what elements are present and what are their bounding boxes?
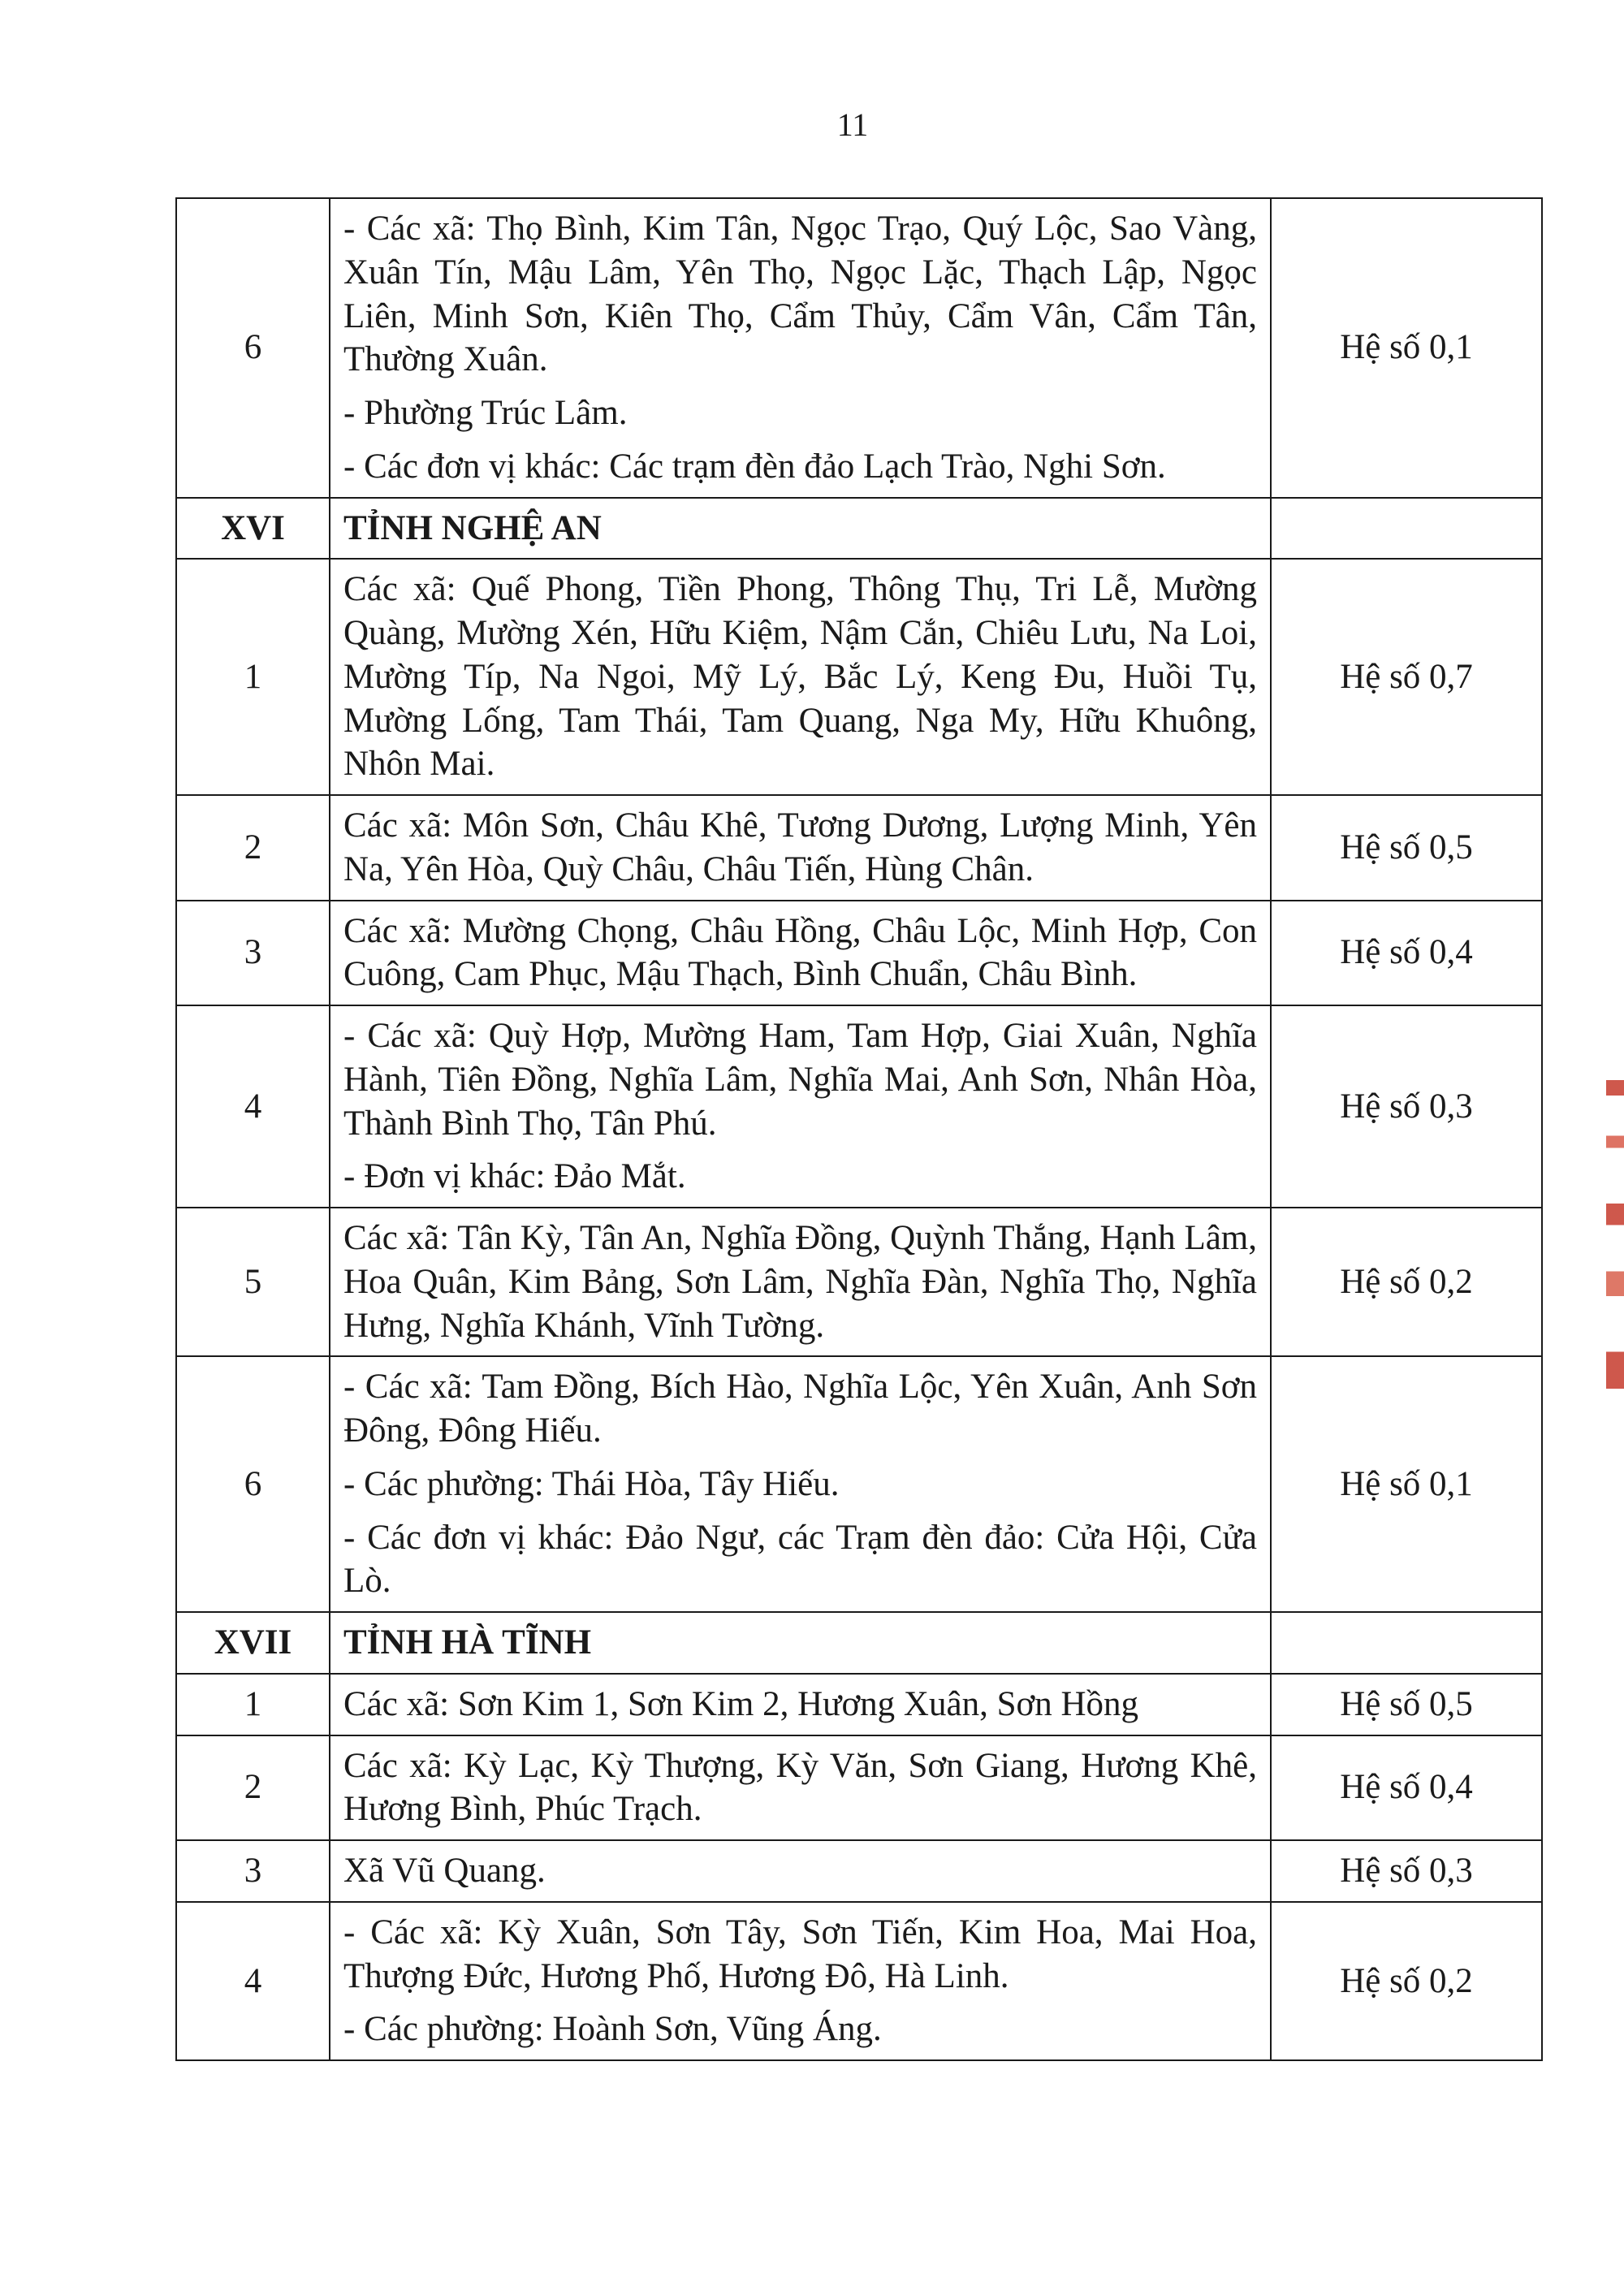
content-line: - Các xã: Thọ Bình, Kim Tân, Ngọc Trạo, Quý Lộc, Sao Vàng, Xuân Tín, Mậu Lâm, Yên Thọ, Ngọc Lặc, Thạch Lập, Ngọc Liên, Minh Sơn, Kiên Thọ, Cẩm Thủy, Cẩm Vân, Cẩm Tân, Thường Xuân. [343,210,1257,379]
content-line: - Các xã: Kỳ Xuân, Sơn Tây, Sơn Tiến, Kim Hoa, Mai Hoa, Thượng Đức, Hương Phố, Hương Đô, Hà Linh. [343,1912,1257,1995]
row-coefficient: Hệ số 0,3 [1271,1005,1542,1208]
row-number: 6 [176,1356,330,1612]
content-line: Các xã: Kỳ Lạc, Kỳ Thượng, Kỳ Văn, Sơn Giang, Hương Khê, Hương Bình, Phúc Trạch. [343,1746,1257,1829]
row-content [330,1902,1271,2060]
content-line: - Phường Trúc Lâm. [343,394,628,432]
section-number: XVI [176,498,330,560]
row-content [330,1674,1271,1735]
row-number: 2 [176,795,330,901]
content-line: - Các xã: Tam Đồng, Bích Hào, Nghĩa Lộc, Yên Xuân, Anh Sơn Đông, Đông Hiếu. [343,1368,1257,1450]
row-content [330,1840,1271,1902]
row-number: 4 [176,1005,330,1208]
row-coefficient: Hệ số 0,7 [1271,559,1542,795]
row-coefficient: Hệ số 0,3 [1271,1840,1542,1902]
row-coefficient: Hệ số 0,1 [1271,1356,1542,1612]
section-number: XVII [176,1612,330,1674]
red-stamp-mark [1606,1080,1624,1389]
row-number: 4 [176,1902,330,2060]
table-row [176,1735,1542,1841]
row-coefficient: Hệ số 0,2 [1271,1208,1542,1356]
content-line: - Các phường: Hoành Sơn, Vũng Áng. [343,2010,882,2049]
content-line: Các xã: Sơn Kim 1, Sơn Kim 2, Hương Xuân, Sơn Hồng [343,1684,1139,1723]
row-number: 3 [176,1840,330,1902]
page-number: 11 [836,106,869,143]
content-line: Các xã: Quế Phong, Tiền Phong, Thông Thụ, Tri Lễ, Mường Quàng, Mường Xén, Hữu Kiệm, Nậm Cắn, Chiêu Lưu, Na Loi, Mường Típ, Na Ngoi, Mỹ Lý, Bắc Lý, Keng Đu, Huồi Tụ, Mường Lống, Tam Thái, Tam Quang, Nga My, Hữu Khuông, Nhôn Mai. [343,570,1257,784]
table-row [176,795,1542,901]
table-row [176,1840,1542,1902]
table-row [176,1005,1542,1208]
row-number: 5 [176,1208,330,1356]
section-title: TỈNH HÀ TĨNH [330,1612,1271,1674]
table-row [176,559,1542,795]
section-title: TỈNH NGHỆ AN [330,498,1271,560]
row-coefficient: Hệ số 0,5 [1271,1674,1542,1735]
table-row [176,1356,1542,1612]
row-number: 1 [176,559,330,795]
row-number: 1 [176,1674,330,1735]
row-coefficient: Hệ số 0,1 [1271,198,1542,498]
table-body [176,198,1542,2060]
table-row [176,901,1542,1006]
row-coefficient: Hệ số 0,2 [1271,1902,1542,2060]
row-content [330,198,1271,498]
row-content [330,901,1271,1006]
section-coef-empty [1271,498,1542,560]
row-content [330,559,1271,795]
row-number: 3 [176,901,330,1006]
table-row [176,1208,1542,1356]
content-line: - Đơn vị khác: Đảo Mắt. [343,1157,686,1196]
row-content [330,1356,1271,1612]
table-row [176,198,1542,498]
content-line: Các xã: Mường Chọng, Châu Hồng, Châu Lộc, Minh Hợp, Con Cuông, Cam Phục, Mậu Thạch, Bình Chuẩn, Châu Bình. [343,911,1257,994]
content-line: Các xã: Tân Kỳ, Tân An, Nghĩa Đồng, Quỳnh Thắng, Hạnh Lâm, Hoa Quân, Kim Bảng, Sơn Lâm, Nghĩa Đàn, Nghĩa Thọ, Nghĩa Hưng, Nghĩa Khánh, Vĩnh Tường. [343,1219,1257,1345]
row-content [330,1005,1271,1208]
row-coefficient: Hệ số 0,5 [1271,795,1542,901]
row-content [330,795,1271,901]
row-content [330,1208,1271,1356]
section-coef-empty [1271,1612,1542,1674]
row-number: 6 [176,198,330,498]
content-line: - Các xã: Quỳ Hợp, Mường Ham, Tam Hợp, Giai Xuân, Nghĩa Hành, Tiên Đồng, Nghĩa Lâm, Nghĩa Mai, Anh Sơn, Nhân Hòa, Thành Bình Thọ, Tân Phú. [343,1017,1257,1143]
content-line: Các xã: Môn Sơn, Châu Khê, Tương Dương, Lượng Minh, Yên Na, Yên Hòa, Quỳ Châu, Châu Tiến, Hùng Chân. [343,806,1257,888]
row-coefficient: Hệ số 0,4 [1271,1735,1542,1841]
row-coefficient: Hệ số 0,4 [1271,901,1542,1006]
content-line: - Các phường: Thái Hòa, Tây Hiếu. [343,1464,840,1503]
table-row [176,1674,1542,1735]
coefficient-table [175,197,1543,2061]
row-content [330,1735,1271,1841]
content-line: Xã Vũ Quang. [343,1852,546,1890]
content-line: - Các đơn vị khác: Các trạm đèn đảo Lạch Trào, Nghi Sơn. [343,447,1166,486]
row-number: 2 [176,1735,330,1841]
section-row [176,1612,1542,1674]
section-row [176,498,1542,560]
table-row [176,1902,1542,2060]
content-line: - Các đơn vị khác: Đảo Ngư, các Trạm đèn đảo: Cửa Hội, Cửa Lò. [343,1518,1257,1601]
